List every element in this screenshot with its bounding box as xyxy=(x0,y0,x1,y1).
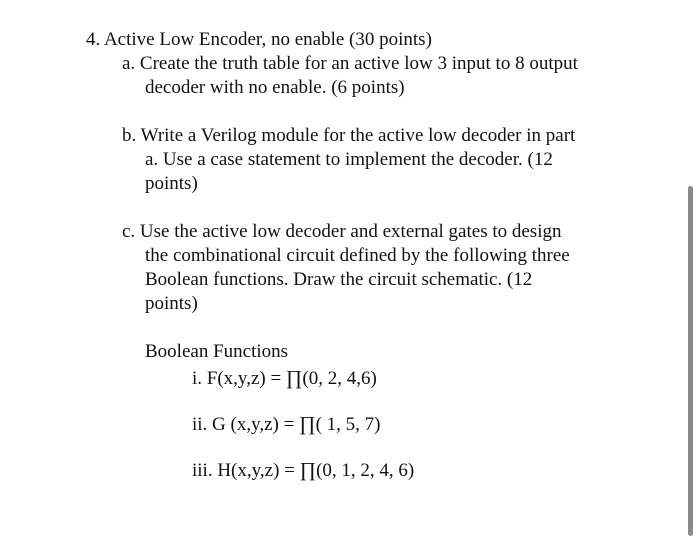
part-c-line-2: the combinational circuit defined by the following three xyxy=(145,245,570,266)
function-h xyxy=(192,458,414,483)
part-c-line-3: Boolean functions. Draw the circuit schematic. (12 xyxy=(145,269,533,290)
boolean-functions-heading: Boolean Functions xyxy=(145,341,289,362)
part-a-line-2: decoder with no enable. (6 points) xyxy=(145,77,405,98)
part-a-line-1: a. Create the truth table for an active low 3 input to 8 output xyxy=(122,53,578,74)
part-c-line-4: points) xyxy=(145,293,198,314)
part-b-line-2: a. Use a case statement to implement the decoder. (12 xyxy=(145,149,553,170)
part-b-line-1: b. Write a Verilog module for the active low decoder in part xyxy=(122,125,576,146)
question-title: 4. Active Low Encoder, no enable (30 points) xyxy=(86,29,432,50)
product-symbol: ∏ xyxy=(299,413,316,435)
function-g xyxy=(192,412,380,437)
product-symbol: ∏ xyxy=(285,367,303,389)
product-symbol: ∏ xyxy=(299,459,317,481)
function-h-lhs: iii. H(x,y,z) = xyxy=(192,460,295,481)
function-g-terms: ( 1, 5, 7) xyxy=(315,414,381,435)
function-g-lhs: ii. G (x,y,z) = xyxy=(192,414,295,435)
part-c-line-1: c. Use the active low decoder and external gates to design xyxy=(122,221,562,242)
function-h-terms: (0, 1, 2, 4, 6) xyxy=(316,460,415,481)
function-f xyxy=(192,366,377,391)
vertical-scrollbar[interactable] xyxy=(688,186,693,536)
function-f-terms: (0, 2, 4,6) xyxy=(302,368,377,389)
part-b-line-3: points) xyxy=(145,173,198,194)
function-f-lhs: i. F(x,y,z) = xyxy=(192,368,282,389)
